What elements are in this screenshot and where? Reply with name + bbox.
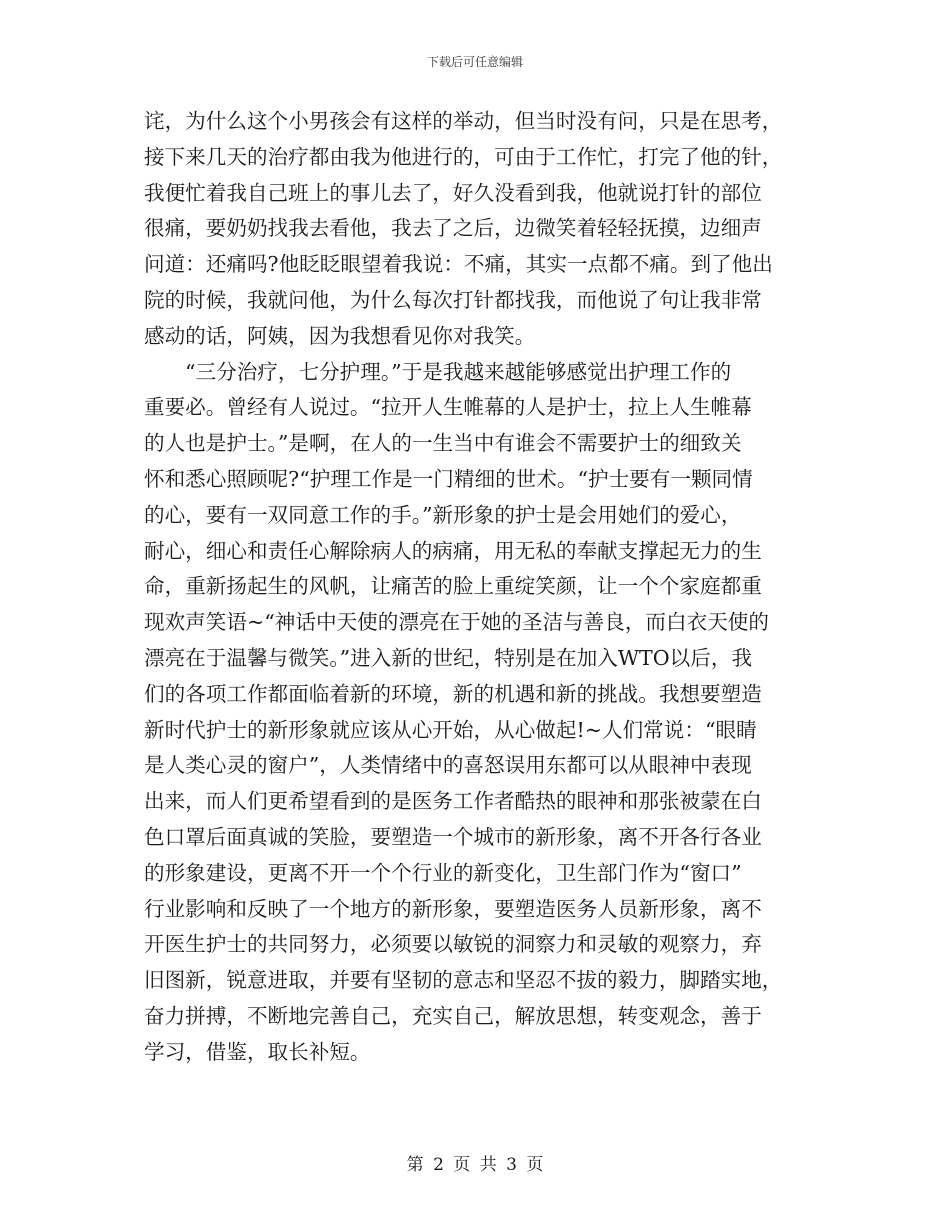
text-line: 命，重新扬起生的风帆，让痛苦的脸上重绽笑颜，让一个个家庭都重 [144, 574, 762, 599]
text-line: 开医生护士的共同努力，必须要以敏锐的洞察力和灵敏的观察力，弃 [144, 932, 762, 957]
text-line: 重要必。曾经有人说过。“拉开人生帷幕的人是护士，拉上人生帷幕 [144, 395, 752, 420]
text-line: 耐心，细心和责任心解除病人的病痛，用无私的奉献支撑起无力的生 [144, 538, 762, 563]
text-line: 感动的话，阿姨，因为我想看见你对我笑。 [144, 323, 536, 348]
text-line: 院的时候，我就问他，为什么每次打针都找我，而他说了句让我非常 [144, 287, 762, 312]
text-line: 我便忙着我自己班上的事儿去了，好久没看到我，他就说打针的部位 [144, 180, 762, 205]
text-line: 接下来几天的治疗都由我为他进行的，可由于工作忙，打完了他的针， [144, 144, 783, 169]
text-line: 的形象建设，更离不开一个个行业的新变化，卫生部门作为“窗口” [144, 860, 742, 885]
text-line: 色口罩后面真诚的笑脸，要塑造一个城市的新形象，离不开各行各业 [144, 824, 762, 849]
text-line: 漂亮在于温馨与微笑。”进入新的世纪，特别是在加入WTO以后，我 [144, 645, 753, 670]
text-line: 们的各项工作都面临着新的环境，新的机遇和新的挑战。我想要塑造 [144, 681, 762, 706]
text-line: 学习，借鉴，取长补短。 [144, 1039, 371, 1064]
text-line: 行业影响和反映了一个地方的新形象，要塑造医务人员新形象，离不 [144, 896, 762, 921]
text-line: 的心，要有一双同意工作的手。”新形象的护士是会用她们的爱心， [144, 502, 742, 527]
text-line: 怀和悉心照顾呢?“护理工作是一门精细的世术。“护士要有一颗同情 [144, 466, 753, 491]
text-line: 是人类心灵的窗户”，人类情绪中的喜怒误用东都可以从眼神中表现 [144, 753, 752, 778]
text-line: 很痛，要奶奶找我去看他，我去了之后，边微笑着轻轻抚摸，边细声 [144, 216, 762, 241]
text-line: 问道：还痛吗?他眨眨眼望着我说：不痛，其实一点都不痛。到了他出 [144, 252, 773, 277]
page-header: 下载后可任意编辑 [426, 55, 523, 69]
text-line: 奋力拼搏，不断地完善自己，充实自己，解放思想，转变观念，善于 [144, 1003, 762, 1028]
page-footer: 第 2 页 共 3 页 [406, 1155, 544, 1175]
text-line: 的人也是护士。”是啊，在人的一生当中有谁会不需要护士的细致关 [144, 431, 742, 456]
text-line: 现欢声笑语~“神话中天使的漂亮在于她的圣洁与善良，而白衣天使的 [144, 610, 769, 635]
paragraph-start-line: “三分治疗，七分护理。”于是我越来越能够感觉出护理工作的 [185, 359, 732, 384]
text-line: 诧，为什么这个小男孩会有这样的举动，但当时没有问，只是在思考， [144, 109, 783, 133]
text-line: 出来，而人们更希望看到的是医务工作者酷热的眼神和那张被蒙在白 [144, 789, 762, 814]
document-body [144, 104, 808, 1071]
text-line: 新时代护士的新形象就应该从心开始，从心做起!~人们常说：“眼睛 [144, 717, 757, 742]
text-line: 旧图新，锐意进取，并要有坚韧的意志和坚忍不拔的毅力，脚踏实地， [144, 968, 783, 993]
